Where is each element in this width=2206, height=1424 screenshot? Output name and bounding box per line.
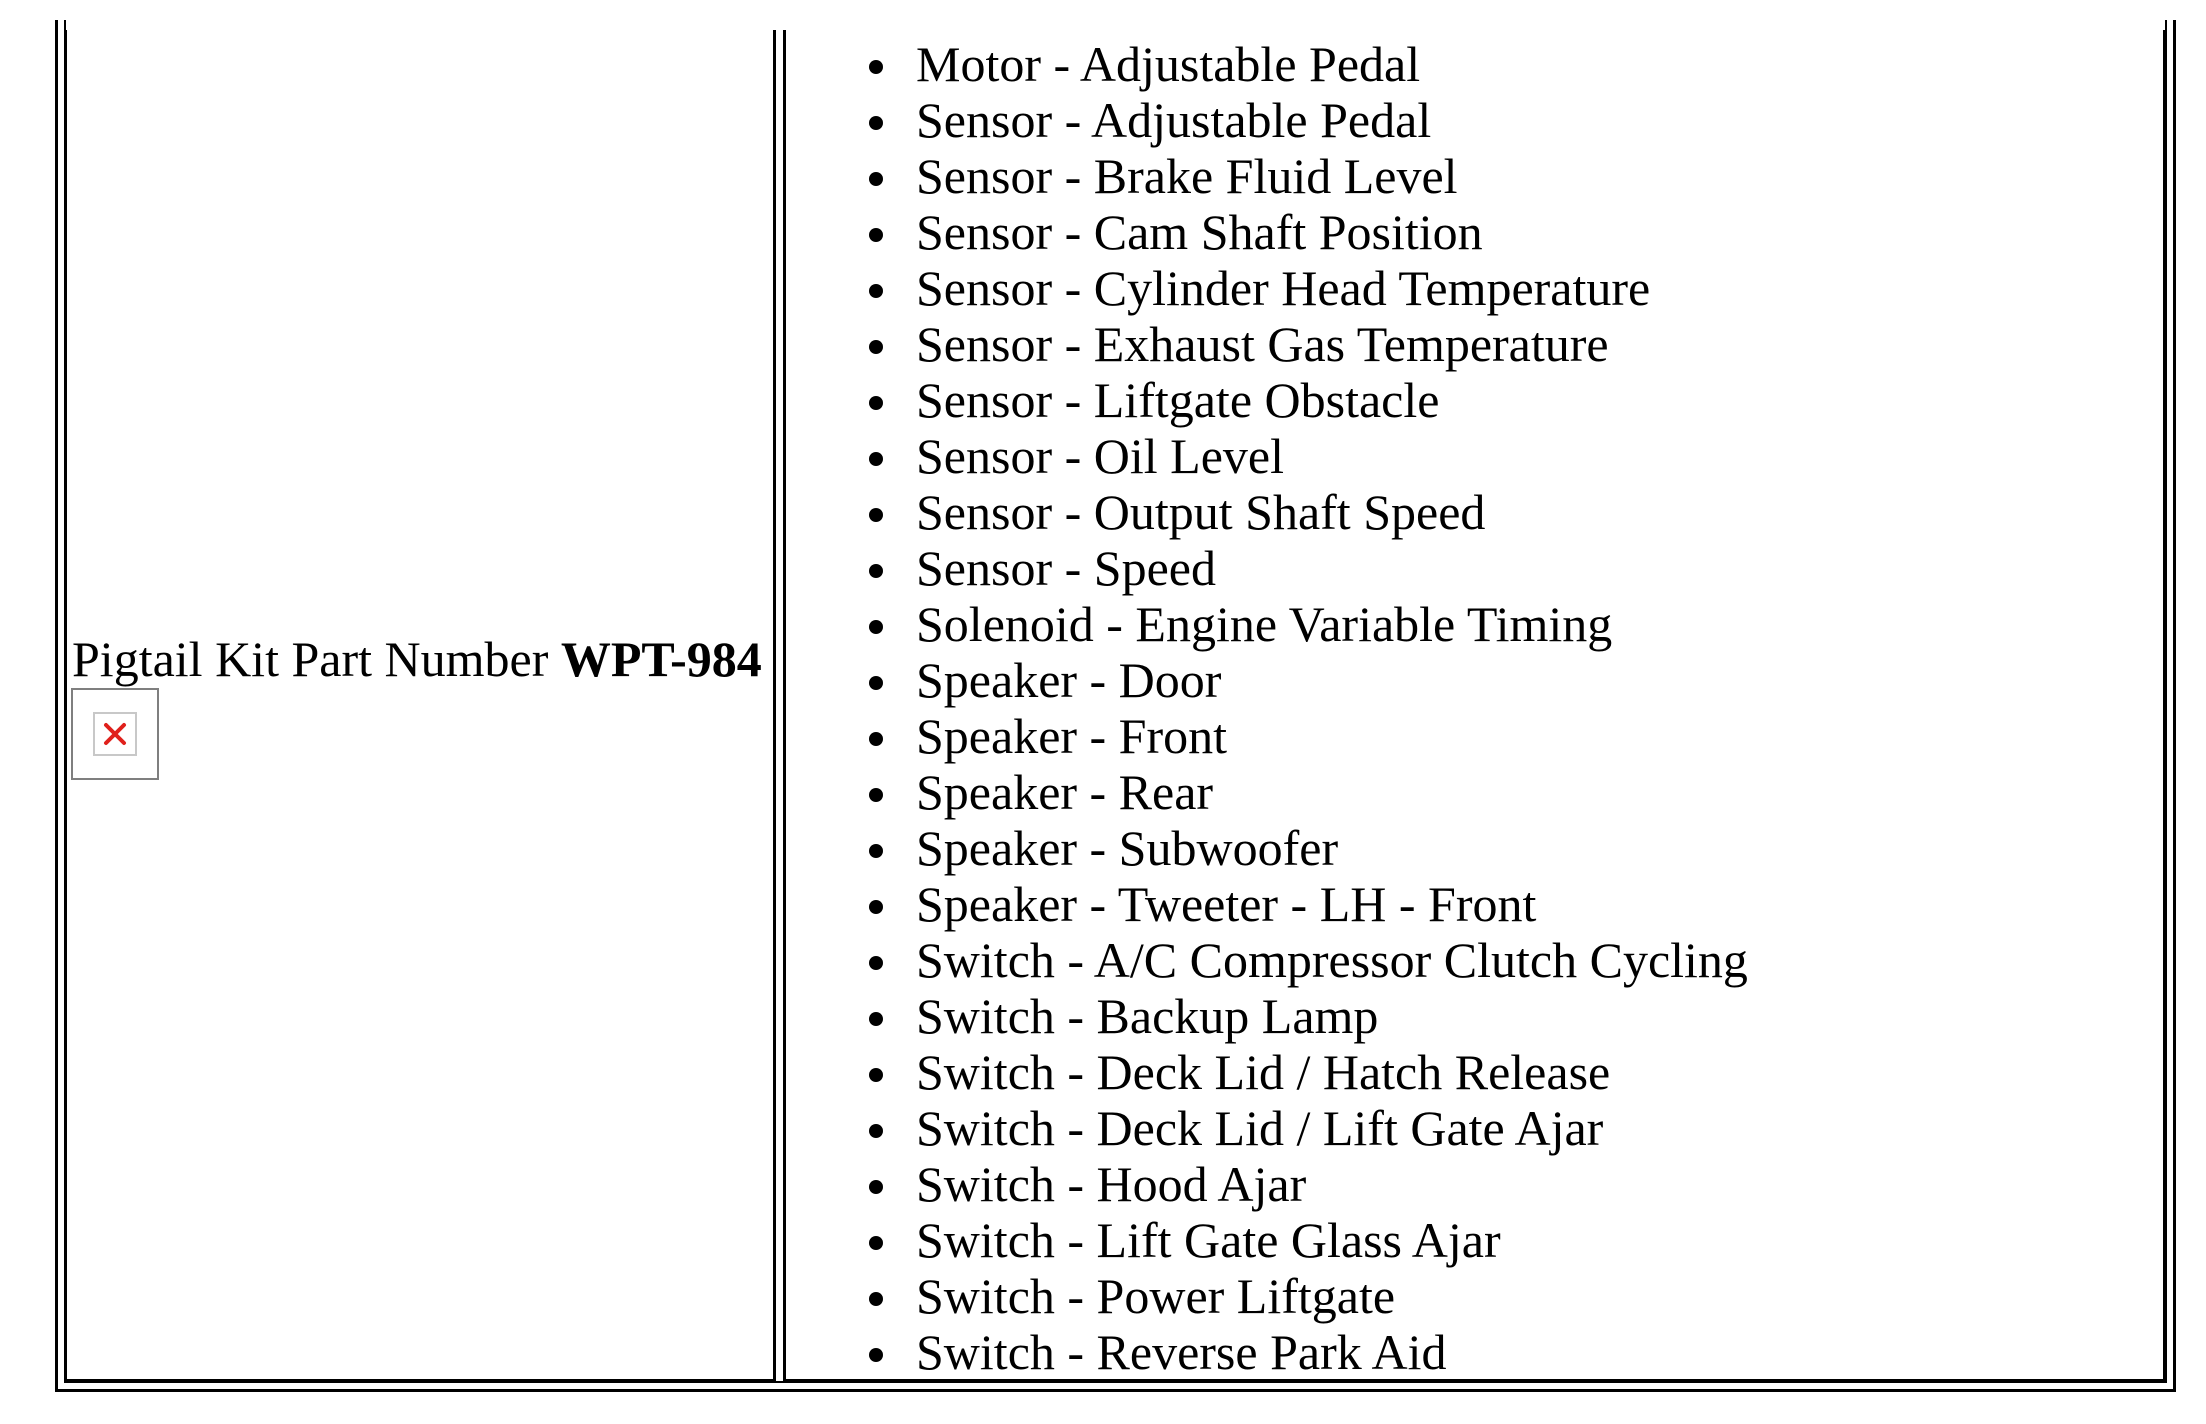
bullet-icon	[869, 228, 883, 242]
list-item-text: Switch - Power Liftgate	[916, 1268, 1396, 1324]
bullet-icon	[869, 508, 883, 522]
bullet-icon	[869, 60, 883, 74]
list-item-text: Switch - Backup Lamp	[916, 988, 1379, 1044]
list-item-text: Switch - Lift Gate Glass Ajar	[916, 1212, 1501, 1268]
list-item-text: Speaker - Rear	[916, 764, 1214, 820]
list-item-text: Sensor - Cylinder Head Temperature	[916, 260, 1651, 316]
list-item-text: Sensor - Brake Fluid Level	[916, 148, 1458, 204]
bullet-icon	[869, 1012, 883, 1026]
kit-cell	[64, 30, 776, 1382]
bullet-icon	[869, 844, 883, 858]
list-item-text: Switch - A/C Compressor Clutch Cycling	[916, 932, 1748, 988]
bullet-icon	[869, 1236, 883, 1250]
bullet-icon	[869, 1180, 883, 1194]
bullet-icon	[869, 956, 883, 970]
bullet-icon	[869, 1348, 883, 1362]
list-item-text: Switch - Deck Lid / Lift Gate Ajar	[916, 1100, 1604, 1156]
bullet-icon	[869, 116, 883, 130]
bullet-icon	[869, 676, 883, 690]
kit-part-number: WPT-984	[560, 631, 762, 687]
list-item-text: Sensor - Exhaust Gas Temperature	[916, 316, 1609, 372]
bullet-icon	[869, 1068, 883, 1082]
list-item-text: Sensor - Cam Shaft Position	[916, 204, 1483, 260]
list-item-text: Solenoid - Engine Variable Timing	[916, 596, 1613, 652]
list-item-text: Speaker - Subwoofer	[916, 820, 1339, 876]
bullet-icon	[869, 1292, 883, 1306]
bullet-icon	[869, 172, 883, 186]
bullet-icon	[869, 452, 883, 466]
bullet-icon	[869, 1124, 883, 1138]
bullet-icon	[869, 396, 883, 410]
list-item-text: Switch - Deck Lid / Hatch Release	[916, 1044, 1611, 1100]
red-x-icon	[100, 719, 130, 749]
list-item-text: Speaker - Tweeter - LH - Front	[916, 876, 1537, 932]
bullet-icon	[869, 284, 883, 298]
bullet-icon	[869, 900, 883, 914]
bullet-icon	[869, 732, 883, 746]
list-item-text: Switch - Hood Ajar	[916, 1156, 1307, 1212]
bullet-icon	[869, 620, 883, 634]
list-item-text: Sensor - Speed	[916, 540, 1216, 596]
list-item-text: Motor - Adjustable Pedal	[916, 36, 1421, 92]
broken-image-icon	[71, 688, 159, 780]
bullet-icon	[869, 564, 883, 578]
broken-image-frame	[93, 712, 137, 756]
list-item-text: Sensor - Adjustable Pedal	[916, 92, 1432, 148]
kit-label-text: Pigtail Kit Part Number	[72, 631, 549, 687]
list-item-text: Sensor - Output Shaft Speed	[916, 484, 1486, 540]
list-item-text: Sensor - Liftgate Obstacle	[916, 372, 1440, 428]
bullet-icon	[869, 788, 883, 802]
list-item-text: Sensor - Oil Level	[916, 428, 1284, 484]
list-item-text: Speaker - Front	[916, 708, 1228, 764]
list-item-text: Switch - Reverse Park Aid	[916, 1324, 1447, 1380]
kit-part-number-label	[72, 630, 762, 688]
list-item-text: Speaker - Door	[916, 652, 1222, 708]
bullet-icon	[869, 340, 883, 354]
